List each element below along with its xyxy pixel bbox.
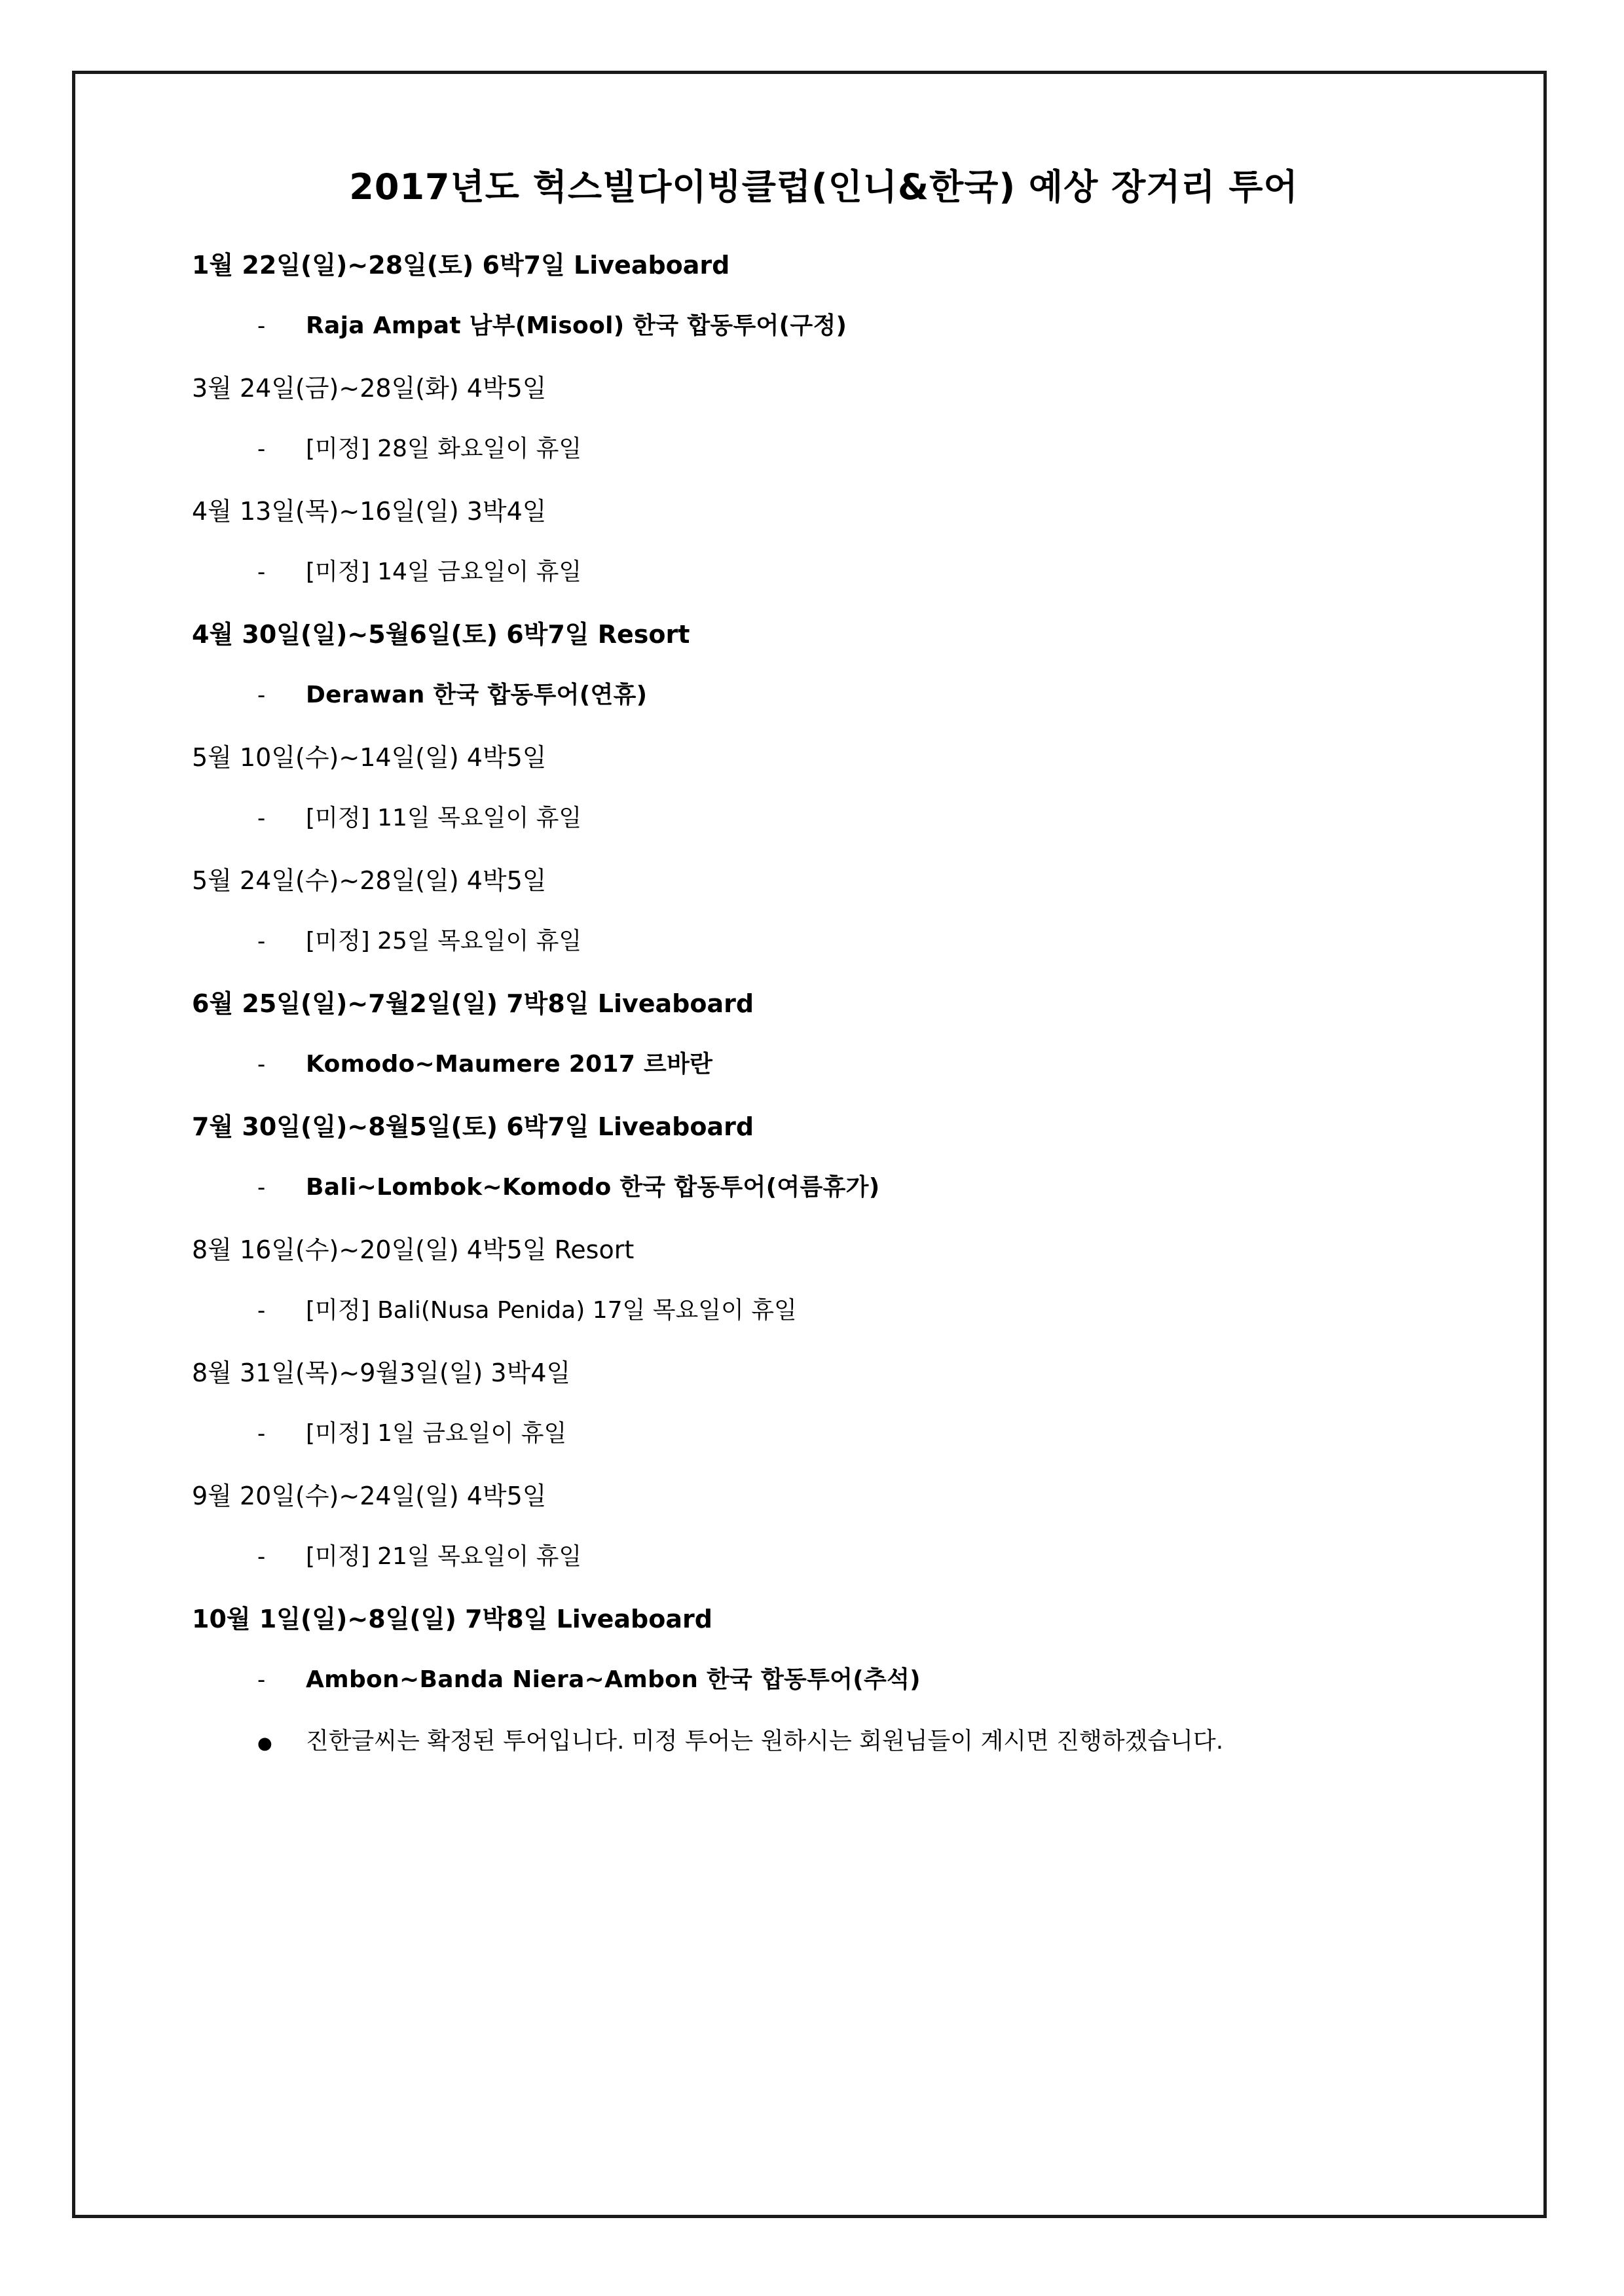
tour-detail-text: Derawan 한국 합동투어(연휴) — [306, 682, 648, 708]
tour-detail-text: [미정] 11일 목요일이 휴일 — [306, 805, 582, 831]
tour-entry-9 — [192, 1237, 1456, 1322]
tour-entry-5 — [192, 745, 1456, 830]
page-title: 2017년도 헉스빌다이빙클럽(인니&한국) 예상 장거리 투어 — [349, 166, 1299, 208]
tour-entry-2 — [192, 376, 1456, 461]
tour-detail-text: [미정] 21일 목요일이 휴일 — [306, 1543, 582, 1570]
tour-entry-1 — [192, 253, 1456, 338]
tour-date-line: 6월 25일(일)~7월2일(일) 7박8일 Liveaboard — [192, 989, 754, 1018]
tour-detail-text: Komodo~Maumere 2017 르바란 — [306, 1051, 713, 1078]
tour-detail-line — [192, 1053, 1456, 1076]
tour-date-line: 8월 16일(수)~20일(일) 4박5일 Resort — [192, 1235, 635, 1264]
tour-detail-line — [192, 1299, 1456, 1322]
tour-date-line: 4월 13일(목)~16일(일) 3박4일 — [192, 497, 547, 526]
tour-date-line: 7월 30일(일)~8월5일(토) 6박7일 Liveaboard — [192, 1112, 754, 1141]
footnote-line — [192, 1730, 1456, 1753]
dash-marker-icon: - — [257, 1175, 266, 1201]
tour-date-line: 8월 31일(목)~9월3일(일) 3박4일 — [192, 1358, 571, 1387]
tour-date-line: 9월 20일(수)~24일(일) 4박5일 — [192, 1482, 547, 1510]
tour-detail-line — [192, 683, 1456, 707]
dash-marker-icon: - — [257, 682, 266, 708]
dash-marker-icon: - — [257, 1298, 266, 1324]
tour-detail-line — [192, 560, 1456, 584]
tour-detail-line — [192, 1176, 1456, 1199]
tour-detail-line — [192, 1545, 1456, 1569]
tour-detail-line — [192, 807, 1456, 830]
dash-marker-icon: - — [257, 1544, 266, 1570]
tour-date-line: 10월 1일(일)~8일(일) 7박8일 Liveaboard — [192, 1605, 712, 1633]
tour-entry-12 — [192, 1607, 1456, 1692]
tour-entry-3 — [192, 499, 1456, 584]
dash-marker-icon: - — [257, 1051, 266, 1078]
tour-detail-text: Raja Ampat 남부(Misool) 한국 합동투어(구정) — [306, 312, 847, 339]
dash-marker-icon: - — [257, 928, 266, 955]
dash-marker-icon: - — [257, 1421, 266, 1447]
document-body — [192, 159, 1456, 1753]
tour-detail-line — [192, 437, 1456, 461]
tour-detail-line — [192, 930, 1456, 953]
tour-detail-text: [미정] Bali(Nusa Penida) 17일 목요일이 휴일 — [306, 1297, 797, 1324]
tour-entry-6 — [192, 868, 1456, 953]
tour-detail-text: [미정] 14일 금요일이 휴일 — [306, 558, 582, 585]
tour-detail-line — [192, 1668, 1456, 1692]
dash-marker-icon: - — [257, 559, 266, 585]
tour-detail-text: [미정] 1일 금요일이 휴일 — [306, 1420, 567, 1447]
dash-marker-icon: - — [257, 313, 266, 339]
dash-marker-icon: - — [257, 805, 266, 831]
footnote-text: 진한글씨는 확정된 투어입니다. 미정 투어는 원하시는 회원님들이 계시면 진행하겠습니다. — [306, 1728, 1224, 1755]
tour-detail-text: Bali~Lombok~Komodo 한국 합동투어(여름휴가) — [306, 1174, 880, 1201]
tour-entry-11 — [192, 1484, 1456, 1569]
tour-date-line: 1월 22일(일)~28일(토) 6박7일 Liveaboard — [192, 251, 730, 280]
dash-marker-icon: - — [257, 436, 266, 462]
tour-date-line: 4월 30일(일)~5월6일(토) 6박7일 Resort — [192, 620, 690, 649]
tour-date-line: 5월 24일(수)~28일(일) 4박5일 — [192, 866, 547, 895]
tour-detail-text: [미정] 25일 목요일이 휴일 — [306, 928, 582, 955]
tour-entry-4 — [192, 622, 1456, 707]
dash-marker-icon: - — [257, 1667, 266, 1693]
tour-detail-line — [192, 314, 1456, 338]
tour-entry-7 — [192, 991, 1456, 1076]
tour-date-line: 3월 24일(금)~28일(화) 4박5일 — [192, 374, 547, 403]
tour-detail-text: [미정] 28일 화요일이 휴일 — [306, 435, 582, 462]
tour-detail-line — [192, 1422, 1456, 1446]
tour-entry-10 — [192, 1360, 1456, 1446]
tour-detail-text: Ambon~Banda Niera~Ambon 한국 합동투어(추석) — [306, 1666, 921, 1693]
document-page — [72, 71, 1547, 2218]
bullet-marker-icon: ● — [257, 1734, 272, 1753]
tour-entry-8 — [192, 1114, 1456, 1199]
tour-date-line: 5월 10일(수)~14일(일) 4박5일 — [192, 743, 547, 772]
